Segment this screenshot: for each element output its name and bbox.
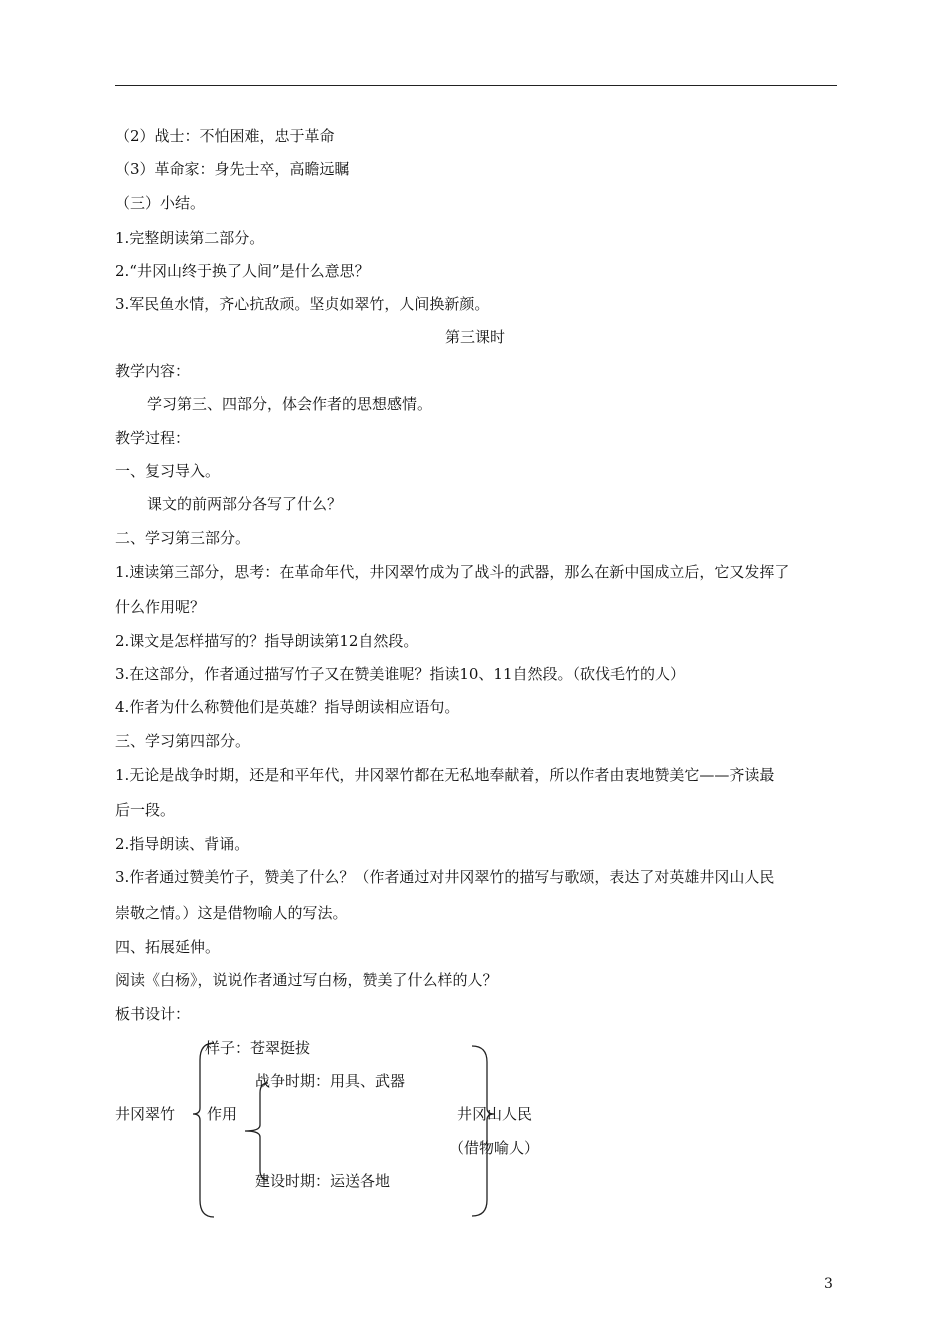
- text-line: 学习第三、四部分，体会作者的思想感情。: [147, 395, 433, 413]
- left-brace-large: [193, 1043, 214, 1217]
- text-line: 3.作者通过赞美竹子，赞美了什么？（作者通过对井冈翠竹的描写与歌颂，表达了对英雄井冈山人民: [115, 868, 775, 886]
- section-heading: 教学过程：: [115, 429, 191, 447]
- section-heading: 一、复习导入。: [115, 462, 221, 480]
- text-line: 3.在这部分，作者通过描写竹子又在赞美谁呢？指读10、11自然段。（砍伐毛竹的人）: [115, 665, 685, 683]
- board-appearance: 样子：苍翠挺拔: [205, 1039, 311, 1057]
- board-method: （借物喻人）: [449, 1139, 540, 1157]
- text-line: （2）战士：不怕困难，忠于革命: [115, 127, 335, 145]
- section-heading: 三、学习第四部分。: [115, 732, 251, 750]
- text-line: 阅读《白杨》，说说作者通过写白杨，赞美了什么样的人？: [115, 971, 498, 989]
- text-line: 什么作用呢？: [115, 598, 206, 616]
- text-line: 2.“井冈山终于换了人间”是什么意思？: [115, 262, 370, 280]
- lesson-title: 第三课时: [444, 328, 505, 346]
- section-heading: 板书设计：: [115, 1005, 191, 1023]
- board-people: 井冈山人民: [457, 1105, 533, 1123]
- left-brace-small: [245, 1083, 268, 1180]
- text-line: 1.无论是战争时期，还是和平年代，井冈翠竹都在无私地奉献着，所以作者由衷地赞美它——齐读最: [115, 766, 775, 784]
- board-build-period: 建设时期：运送各地: [255, 1172, 391, 1190]
- text-line: 4.作者为什么称赞他们是英雄？指导朗读相应语句。: [115, 698, 460, 716]
- right-brace: [472, 1046, 494, 1216]
- text-line: 1.速读第三部分，思考：在革命年代，井冈翠竹成为了战斗的武器，那么在新中国成立后，它又发挥了: [115, 563, 790, 581]
- section-heading: 四、拓展延伸。: [115, 938, 221, 956]
- board-root: 井冈翠竹: [115, 1105, 176, 1123]
- section-heading: （三）小结。: [115, 194, 206, 212]
- text-line: 后一段。: [115, 801, 176, 819]
- text-line: 2.课文是怎样描写的？指导朗读第12自然段。: [115, 632, 419, 650]
- text-line: 3.军民鱼水情，齐心抗敌顽。坚贞如翠竹，人间换新颜。: [115, 295, 490, 313]
- board-war-period: 战争时期：用具、武器: [255, 1072, 406, 1090]
- text-line: 崇敬之情。）这是借物喻人的写法。: [115, 904, 348, 922]
- text-line: 2.指导朗读、背诵。: [115, 835, 250, 853]
- board-function: 作用: [207, 1105, 238, 1123]
- page-number: 3: [824, 1276, 833, 1292]
- section-heading: 二、学习第三部分。: [115, 529, 251, 547]
- text-line: 1.完整朗读第二部分。: [115, 229, 265, 247]
- section-heading: 教学内容：: [115, 362, 191, 380]
- text-line: 课文的前两部分各写了什么？: [147, 495, 343, 513]
- text-line: （3）革命家：身先士卒，高瞻远瞩: [115, 160, 350, 178]
